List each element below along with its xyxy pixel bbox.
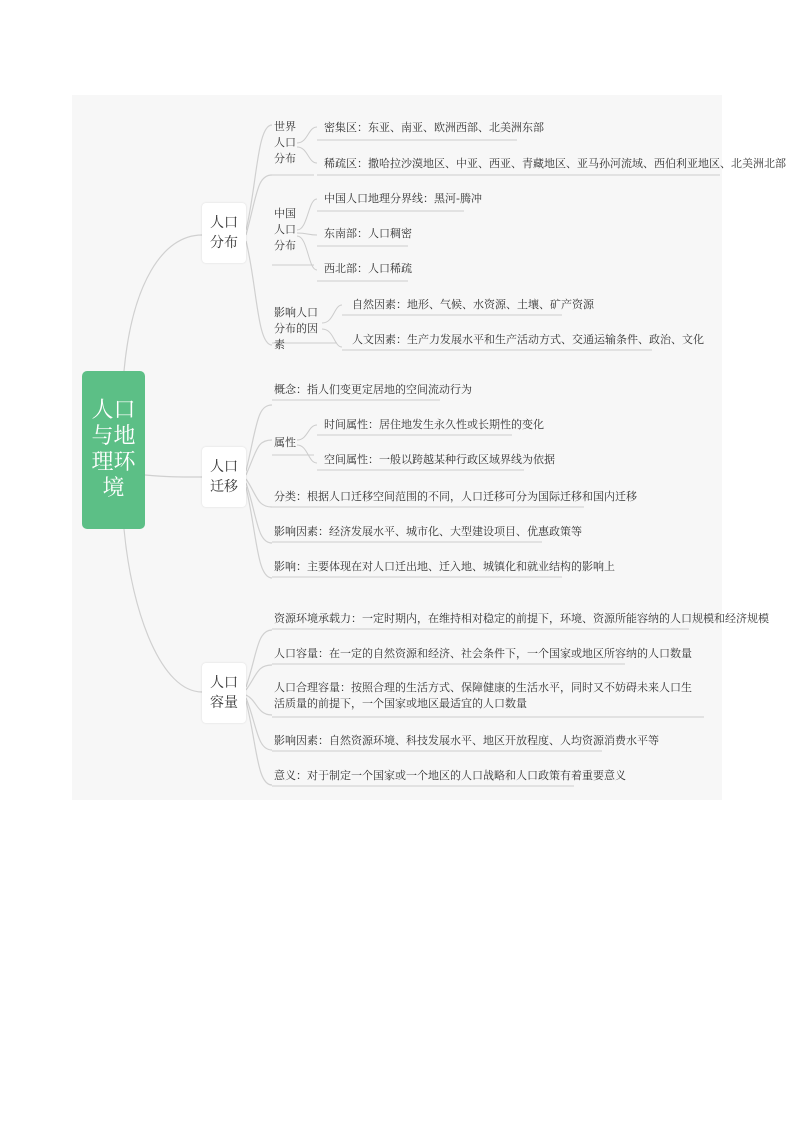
leaf-northwest: 西北部：人口稀疏 <box>324 262 412 275</box>
group-distribution-factors: 影响人口分布的因素 <box>274 306 318 351</box>
leaf-human-factors: 人文因素：生产力发展水平和生产活动方式、交通运输条件、政治、文化 <box>352 333 704 346</box>
leaf-sparse-areas: 稀疏区：撒哈拉沙漠地区、中亚、西亚、青藏地区、亚马孙河流域、西伯利亚地区、北美洲北部 <box>324 157 786 170</box>
root-node: 人口与地理环境 <box>82 371 145 529</box>
branch-population-capacity: 人口容量 <box>202 663 246 723</box>
mind-map <box>72 95 786 800</box>
leaf-population-capacity: 人口容量：在一定的自然资源和经济、社会条件下，一个国家或地区所容纳的人口数量 <box>274 647 692 660</box>
leaf-migration-factors: 影响因素：经济发展水平、城市化、大型建设项目、优惠政策等 <box>274 525 582 538</box>
leaf-time-attribute: 时间属性：居住地发生永久性或长期性的变化 <box>324 418 544 431</box>
leaf-reasonable-capacity: 人口合理容量：按照合理的生活方式、保障健康的生活水平，同时又不妨碍未来人口生活质量的前提下，一个国家或地区最适宜的人口数量 <box>274 681 692 710</box>
leaf-migration-classification: 分类：根据人口迁移空间范围的不同，人口迁移可分为国际迁移和国内迁移 <box>274 490 637 503</box>
group-world-distribution: 世界人口分布 <box>274 120 296 165</box>
branch-population-migration: 人口迁移 <box>202 447 246 507</box>
group-china-distribution: 中国人口分布 <box>274 207 296 252</box>
leaf-migration-concept: 概念：指人们变更定居地的空间流动行为 <box>274 383 472 396</box>
leaf-capacity-factors: 影响因素：自然资源环境、科技发展水平、地区开放程度、人均资源消费水平等 <box>274 734 659 747</box>
leaf-carrying-capacity: 资源环境承载力：一定时期内，在维持相对稳定的前提下，环境、资源所能容纳的人口规模和经济规模 <box>274 612 769 625</box>
leaf-dense-areas: 密集区：东亚、南亚、欧洲西部、北美洲东部 <box>324 121 544 134</box>
branch-population-distribution: 人口分布 <box>202 203 246 263</box>
leaf-southeast: 东南部：人口稠密 <box>324 227 412 240</box>
leaf-space-attribute: 空间属性：一般以跨越某种行政区域界线为依据 <box>324 453 555 466</box>
leaf-boundary-line: 中国人口地理分界线：黑河-腾冲 <box>324 192 482 205</box>
leaf-migration-impact: 影响：主要体现在对人口迁出地、迁入地、城镇化和就业结构的影响上 <box>274 560 615 573</box>
leaf-capacity-significance: 意义：对于制定一个国家或一个地区的人口战略和人口政策有着重要意义 <box>274 769 626 782</box>
leaf-natural-factors: 自然因素：地形、气候、水资源、土壤、矿产资源 <box>352 298 594 311</box>
group-migration-attribute: 属性 <box>274 436 296 449</box>
